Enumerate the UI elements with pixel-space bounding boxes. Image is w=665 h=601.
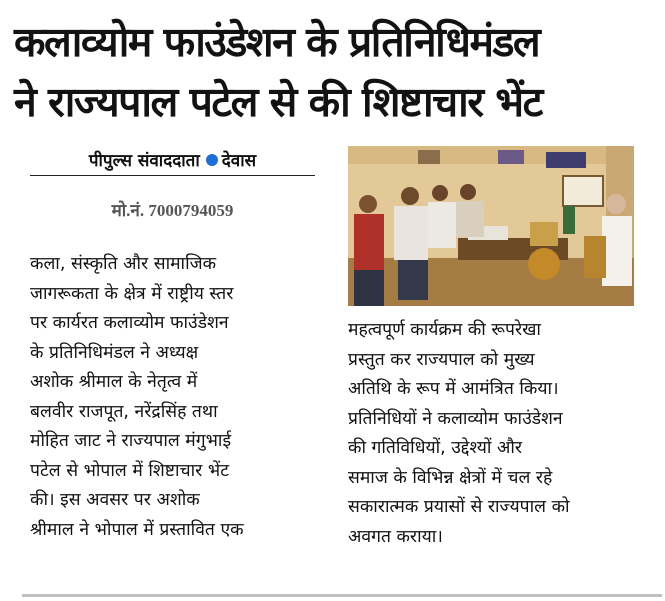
headline-line-1: कलाव्योम फाउंडेशन के प्रतिनिधिमंडल [14, 18, 540, 66]
body-text-line: कला, संस्कृति और सामाजिक [30, 254, 217, 274]
body-text-line: के प्रतिनिधिमंडल ने अध्यक्ष [30, 342, 199, 363]
bullet-dot-icon [206, 154, 218, 166]
body-text-line: बलवीर राजपूत, नरेंद्रसिंह तथा [30, 401, 218, 422]
news-photo [348, 146, 634, 306]
body-text-line: मोहित जाट ने राज्यपाल मंगुभाई [30, 431, 232, 451]
dateline-city: देवास [221, 151, 257, 171]
body-text-line: की गतिविधियों, उद्देश्यों और [348, 438, 523, 458]
body-text-line: जागरूकता के क्षेत्र में राष्ट्रीय स्तर [30, 283, 234, 304]
body-text-line: की। इस अवसर पर अशोक [30, 490, 200, 510]
body-text-line: प्रस्तुत कर राज्यपाल को मुख्य [348, 349, 535, 370]
headline [14, 12, 654, 132]
article-column-2 [348, 316, 648, 552]
body-text-line: समाज के विभिन्न क्षेत्रों में चल रहे [348, 467, 553, 488]
body-text-line: अतिथि के रूप में आमंत्रित किया। [348, 379, 559, 399]
byline [30, 148, 315, 176]
headline-line-2: ने राज्यपाल पटेल से की शिष्टाचार भेंट [14, 78, 542, 126]
body-text-line: अवगत कराया। [348, 526, 443, 547]
article-column-1 [30, 250, 315, 545]
reporter-mobile-number: मो.नं. 7000794059 [111, 201, 234, 220]
body-text-line: महत्वपूर्ण कार्यक्रम की रूपरेखा [348, 320, 541, 340]
body-text-line: पर कार्यरत कलाव्योम फाउंडेशन [30, 313, 229, 333]
bottom-divider [22, 594, 662, 597]
body-text-line: अशोक श्रीमाल के नेतृत्व में [30, 372, 198, 392]
body-text-line: प्रतिनिधियों ने कलाव्योम फाउंडेशन [348, 408, 563, 429]
body-text-line: पटेल से भोपाल में शिष्टाचार भेंट [30, 460, 230, 481]
photo-illustration [348, 146, 634, 306]
reporter-name: पीपुल्स संवाददाता [88, 151, 200, 171]
body-text-line: सकारात्मक प्रयासों से राज्यपाल को [348, 497, 570, 517]
body-text-line: श्रीमाल ने भोपाल में प्रस्तावित एक [30, 519, 244, 540]
